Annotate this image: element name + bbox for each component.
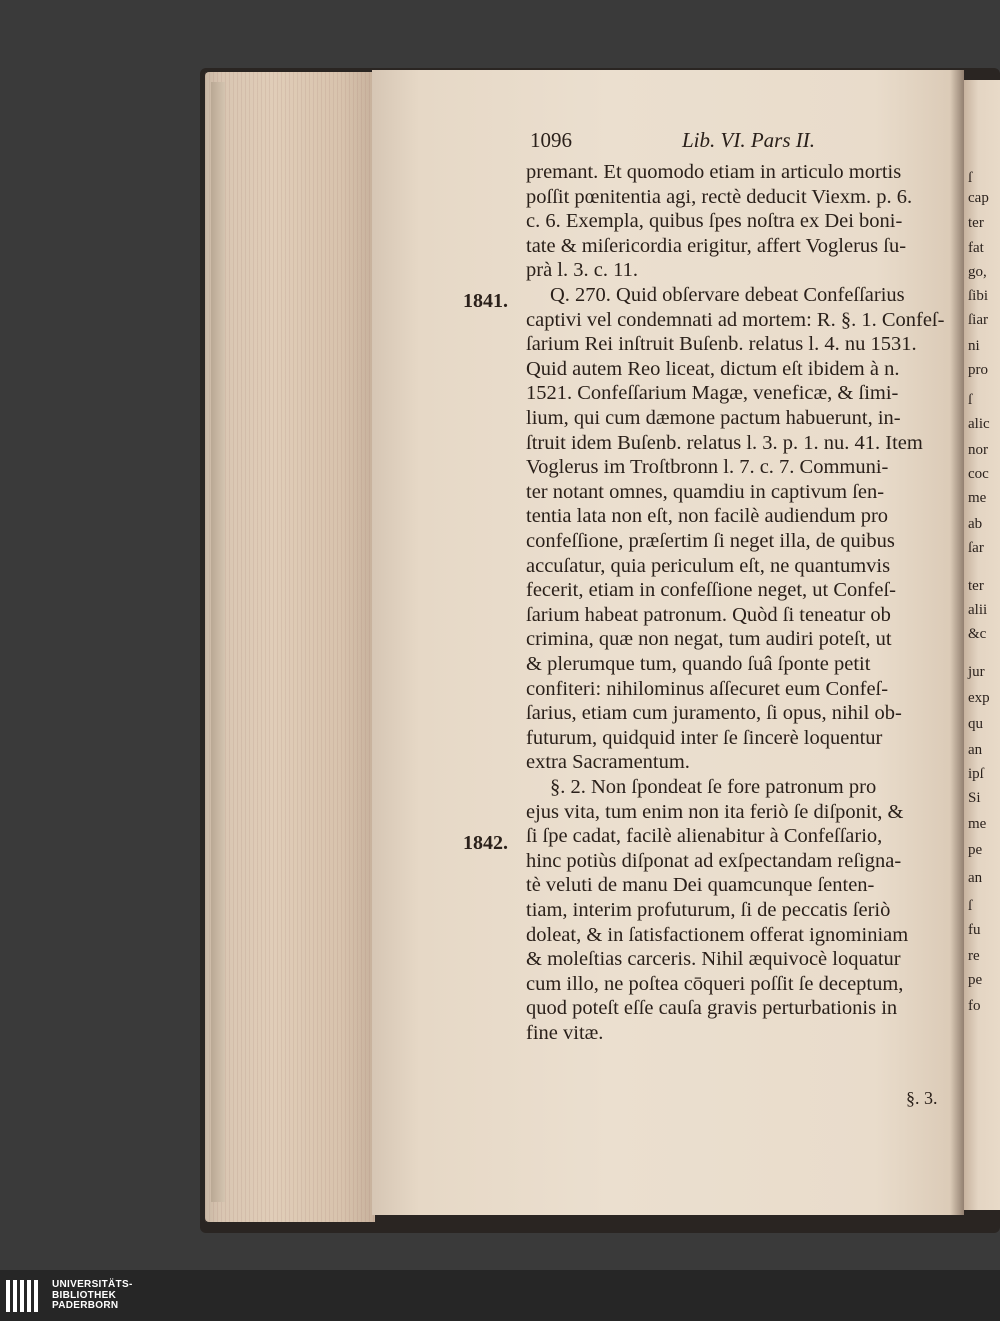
facing-text-fragment: Si [968, 790, 981, 806]
facing-text-fragment: ſibi [968, 288, 989, 304]
facing-text-fragment: ſar [968, 540, 984, 556]
facing-text-fragment: nor [968, 442, 988, 458]
logo-line: UNIVERSITÄTS- [52, 1279, 133, 1290]
text-line: confeſſione, præſertim ſi neget illa, de quibus [526, 530, 895, 552]
text-line: futurum, quidquid inter ſe ſincerè loquentur [526, 726, 883, 749]
text-line: Voglerus im Troſtbronn l. 7. c. 7. Communi- [526, 456, 889, 479]
text-line: 1521. Confeſſarium Magæ, veneficæ, & ſimi- [526, 382, 899, 405]
text-line: poſſit pœnitentia agi, rectè deducit Viexm. p. 6. [526, 185, 913, 208]
text-line: ſi ſpe cadat, facilè alienabitur à Confeſſario, [526, 825, 883, 848]
catchword: §. 3. [906, 1088, 938, 1108]
facing-text-fragment: cap [968, 190, 989, 206]
facing-text-fragment: ter [968, 578, 984, 594]
text-line: accuſatur, quia periculum eſt, ne quantumvis [526, 554, 891, 577]
facing-page [964, 80, 1000, 1210]
facing-text-fragment: ab [968, 516, 983, 532]
text-line: confiteri: nihilominus aſſecuret eum Confeſ- [526, 677, 889, 700]
text-line: fecerit, etiam in confeſſione neget, ut Confeſ- [526, 579, 896, 602]
facing-text-fragment: go, [968, 264, 987, 280]
facing-text-fragment: an [968, 870, 983, 886]
text-line: tiam, interim profuturum, ſi de peccatis ſeriò [526, 899, 891, 921]
facing-text-fragment: &c [968, 626, 987, 642]
text-line: extra Sacramentum. [526, 751, 690, 774]
facing-text-fragment: pro [968, 362, 988, 378]
facing-text-fragment: ſ [968, 170, 973, 186]
facing-text-fragment: ſiar [968, 312, 988, 328]
facing-text-fragment: me [968, 490, 987, 506]
library-logo-text [52, 1280, 133, 1312]
text-line: prà l. 3. c. 11. [526, 259, 638, 282]
text-line: tè veluti de manu Dei quamcunque ſenten- [526, 874, 875, 897]
text-line: quod poteſt eſſe cauſa gravis perturbationis in [526, 997, 898, 1020]
facing-text-fragment: ter [968, 215, 984, 231]
facing-text-fragment: alic [968, 416, 990, 432]
running-title: Lib. VI. Pars II. [682, 128, 815, 152]
text-line: lium, qui cum dæmone pactum habuerunt, in- [526, 407, 901, 429]
text-line: ſarium Rei inſtruit Buſenb. relatus l. 4. nu 1531. [526, 333, 917, 356]
page-fore-edge [205, 72, 375, 1222]
text-line: c. 6. Exempla, quibus ſpes noſtra ex Dei boni- [526, 210, 903, 233]
text-line: premant. Et quomodo etiam in articulo mortis [526, 161, 902, 183]
text-line: & moleſtias carceris. Nihil æquivocè loquatur [526, 948, 901, 971]
text-line: Quid autem Reo liceat, dictum eſt ibidem à n. [526, 357, 900, 380]
text-line: ter notant omnes, quamdiu in captivum ſen- [526, 480, 885, 503]
facing-text-fragment: ſ [968, 898, 973, 914]
running-head [530, 128, 950, 150]
facing-text-fragment: fu [968, 922, 981, 938]
text-line: crimina, quæ non negat, tum audiri poteſt, ut [526, 628, 892, 651]
text-line: & plerumque tum, quando ſuâ ſponte petit [526, 653, 871, 675]
text-line: §. 2. Non ſpondeat ſe fore patronum pro [550, 776, 877, 798]
text-line: tate & miſericordia erigitur, affert Voglerus ſu- [526, 234, 907, 257]
text-line: ejus vita, tum enim non ita feriò ſe diſponit, & [526, 800, 904, 823]
facing-text-fragment: re [968, 948, 980, 964]
text-line: Q. 270. Quid obſervare debeat Confeſſarius [550, 284, 905, 306]
facing-text-fragment: coc [968, 466, 989, 482]
facing-text-fragment: qu [968, 716, 983, 732]
logo-line: BIBLIOTHEK [52, 1289, 117, 1301]
text-line: ſarius, etiam cum juramento, ſi opus, nihil ob- [526, 702, 902, 725]
text-line: hinc potiùs diſponat ad exſpectandam reſigna- [526, 849, 902, 872]
library-footer [0, 1270, 1000, 1321]
text-line: doleat, & in ſatisfactionem offerat ignominiam [526, 923, 909, 946]
facing-text-fragment: ſ [968, 392, 973, 408]
marginal-number: 1841. [463, 290, 508, 312]
facing-text-fragment: jur [968, 664, 985, 680]
marginal-number: 1842. [463, 832, 508, 854]
facing-text-fragment: me [968, 816, 987, 832]
text-line: ſarium habeat patronum. Quòd ſi teneatur ob [526, 603, 891, 626]
facing-text-fragment: exp [968, 690, 990, 706]
facing-text-fragment: ipſ [968, 766, 984, 782]
library-logo-icon [6, 1280, 46, 1312]
logo-line: PADERBORN [52, 1300, 119, 1311]
facing-text-fragment: pe [968, 972, 983, 988]
text-line: captivi vel condemnati ad mortem: R. §. 1. Confeſ- [526, 308, 945, 331]
text-line: cum illo, ne poſtea cōqueri poſſit ſe deceptum, [526, 972, 904, 995]
facing-text-fragment: ni [968, 338, 980, 354]
facing-text-fragment: pe [968, 842, 983, 858]
facing-text-fragment: fat [968, 240, 984, 256]
text-line: tentia lata non eſt, non facilè audiendum pro [526, 505, 889, 528]
facing-text-fragment: an [968, 742, 983, 758]
facing-text-fragment: alii [968, 602, 988, 618]
facing-text-fragment: fo [968, 998, 981, 1014]
page-number: 1096 [530, 128, 572, 152]
text-line: fine vitæ. [526, 1022, 604, 1044]
text-line: ſtruit idem Buſenb. relatus l. 3. p. 1. nu. 41. Item [526, 431, 923, 454]
